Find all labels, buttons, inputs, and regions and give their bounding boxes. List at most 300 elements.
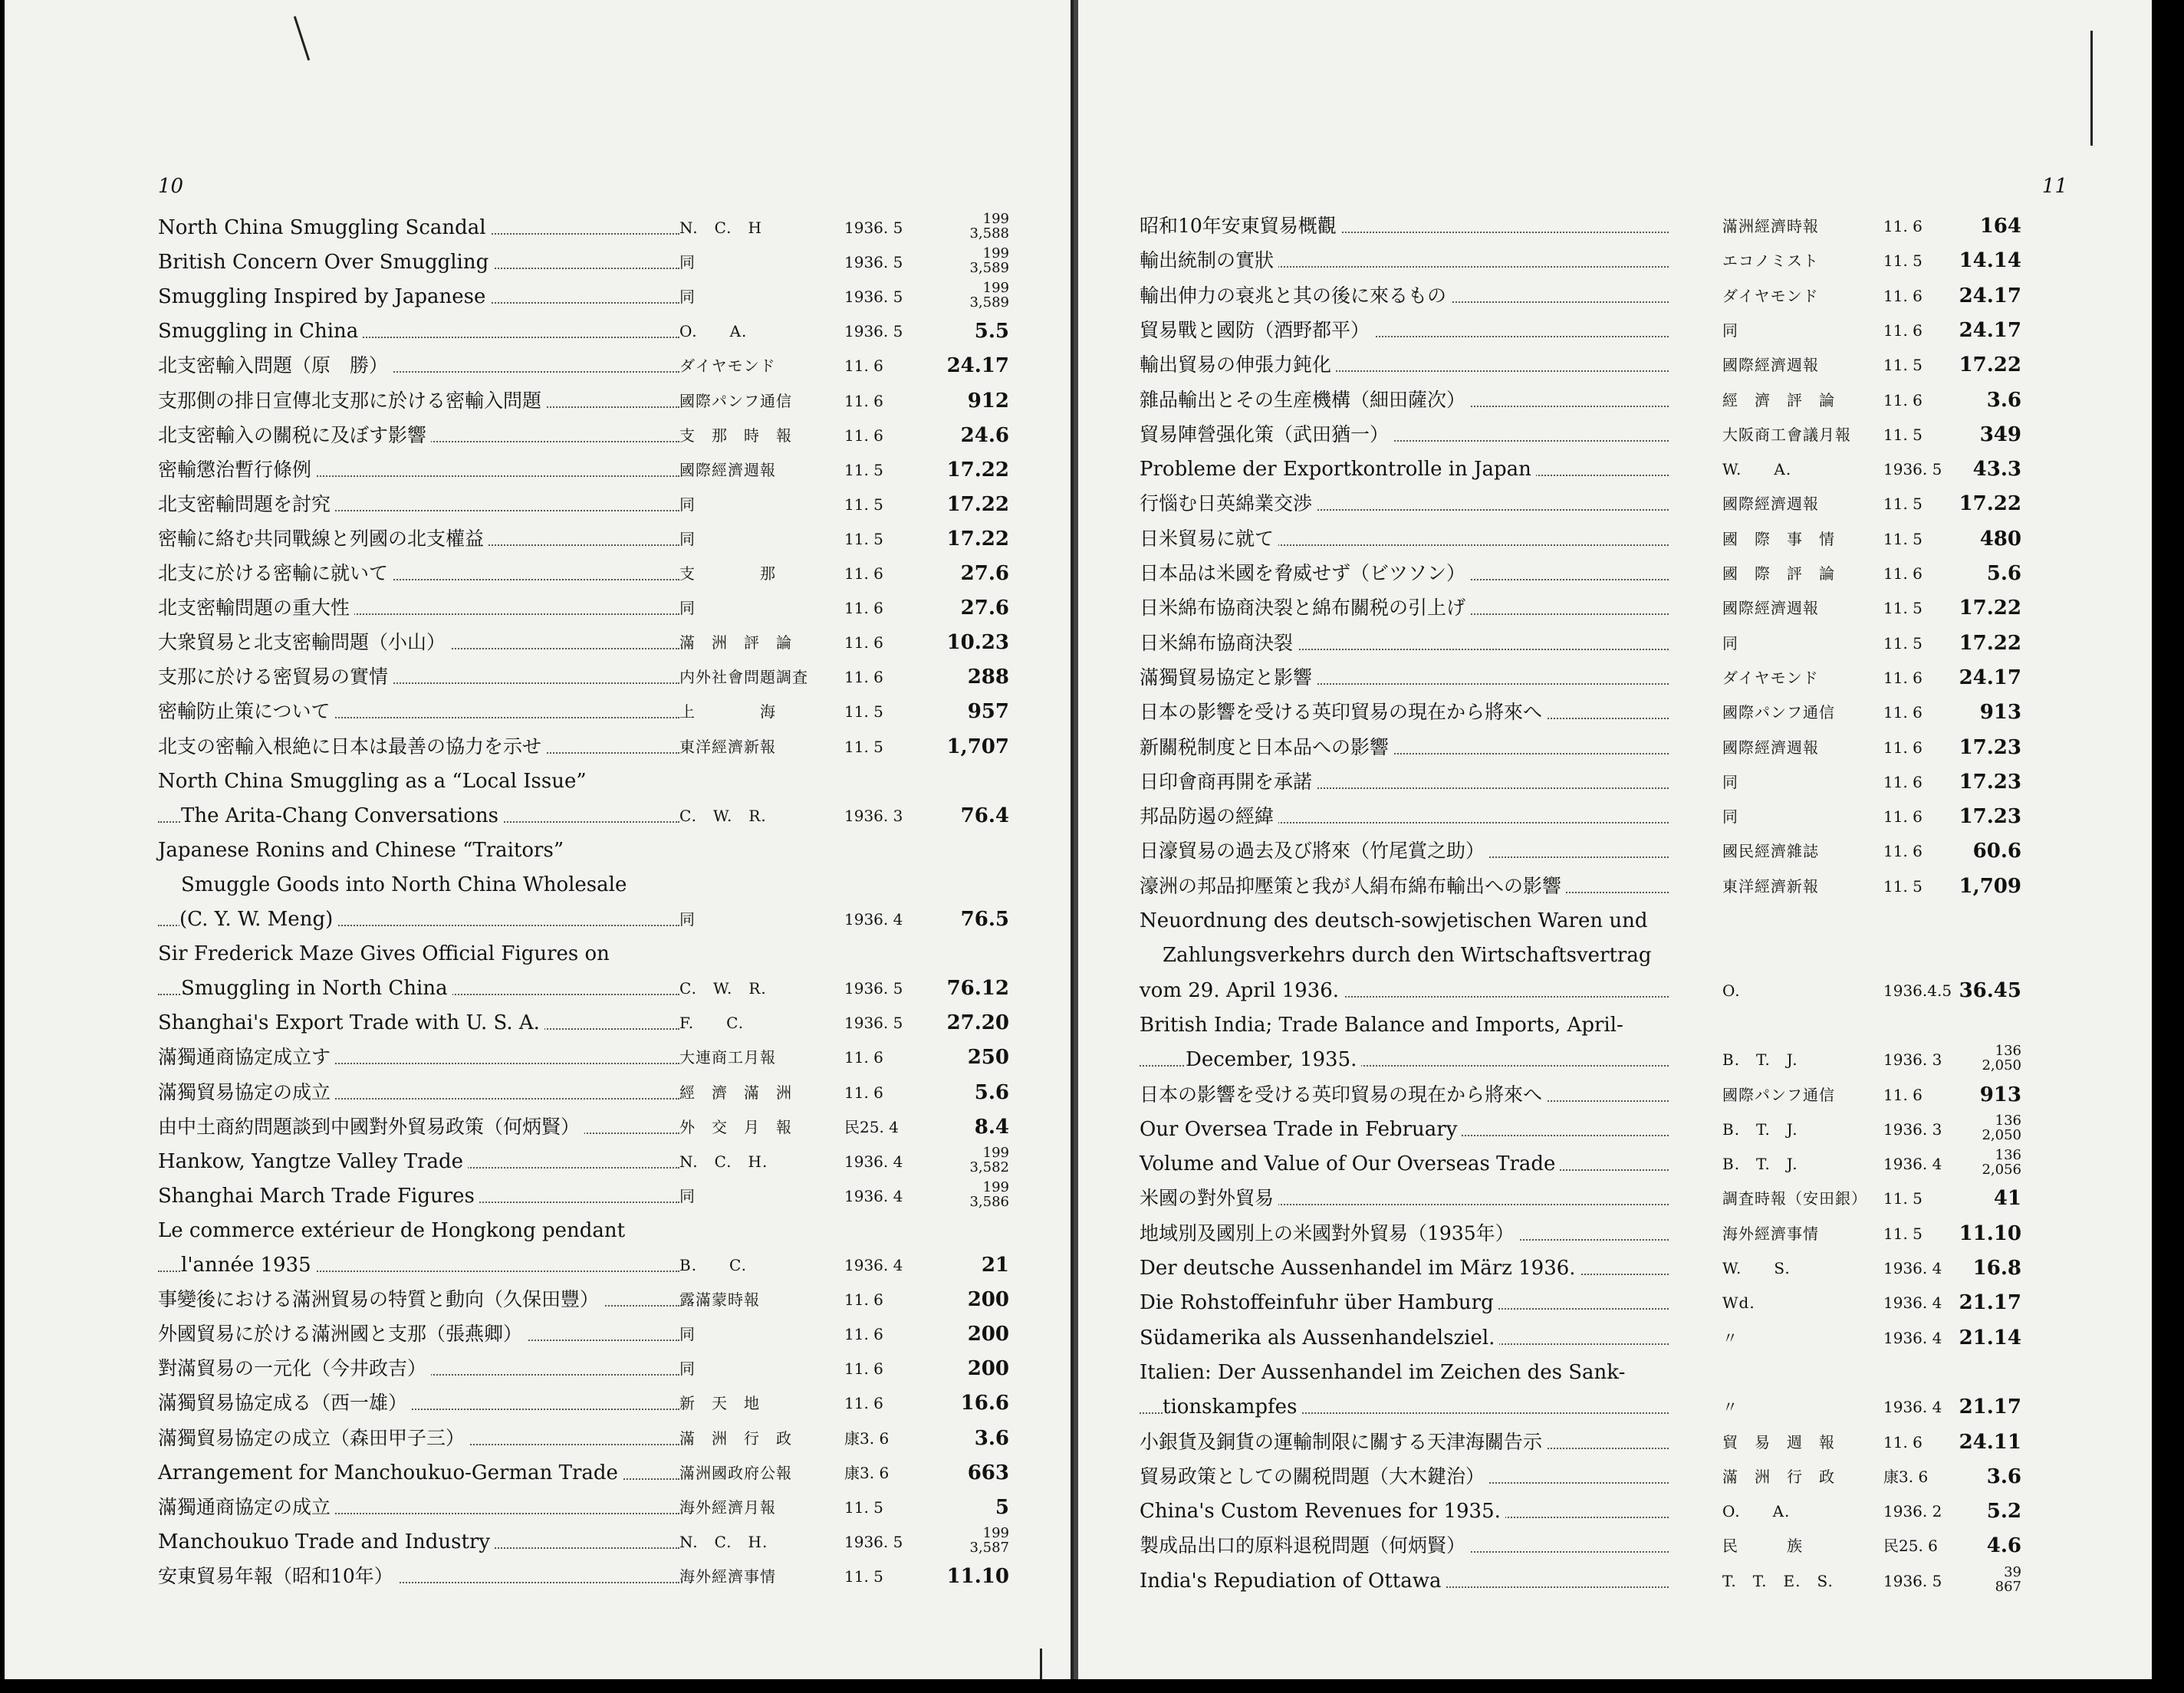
entry-title: 輸出統制の實狀 [1140,249,1278,272]
entry-source: 國際經濟週報 [1722,736,1868,759]
entry-title: Smuggling Inspired by Japanese [158,285,490,308]
entry-source: 内外社會問題調査 [679,666,879,689]
entry-source: N. C. H [679,216,879,239]
entry-page-line: 199 [982,1144,1009,1161]
entry-page: 200 [967,1288,1009,1312]
entry-row [1140,275,2021,309]
entry-date: 11. 6 [844,1394,883,1413]
entry-page-line: 2,050 [1982,1057,2021,1074]
entry-row [158,691,1009,725]
entry-page: 8.4 [974,1115,1009,1139]
entry-date: 1936. 4 [844,1152,903,1171]
entry-page: 17.22 [946,458,1009,482]
entry-source: 國際パンフ通信 [679,390,879,413]
entry-page: 164 [1979,215,2021,238]
entry-row [158,1279,1009,1313]
entry-page: 957 [967,700,1009,724]
entry-page-stack [917,1180,1009,1209]
entry-page: 5 [995,1495,1009,1519]
entry-source: 同 [679,285,879,308]
entry-date: 1936. 5 [1883,1571,1942,1590]
entry-source: 國際パンフ通信 [1722,701,1868,724]
entry-page-stack [1922,1044,2021,1073]
entry-date: 11. 5 [844,460,883,479]
entry-page: 17.22 [1959,492,2021,516]
entry-page: 11.10 [946,1564,1009,1588]
entry-row [1140,1525,2021,1559]
entry-row [1140,657,2021,691]
entry-row [1140,1282,2021,1316]
entry-title: Hankow, Yangtze Valley Trade [158,1150,468,1173]
entry-date: 11. 5 [844,495,883,514]
entry-page: 16.6 [960,1392,1009,1415]
entry-row [158,484,1009,518]
entry-source: 新 天 地 [679,1392,879,1415]
entry-source: 東洋經濟新報 [1722,875,1868,898]
entry-date: 11. 5 [1883,599,1923,618]
entry-page-line: 39 [2004,1563,2021,1580]
entry-title: The Arita-Chang Conversations [181,804,503,827]
entry-row [158,345,1009,379]
entry-page: 27.6 [960,597,1009,620]
entry-page: 27.6 [960,562,1009,585]
entry-source: 滿 洲 評 論 [679,631,879,654]
entry-date: 11. 6 [844,564,883,583]
entry-row [158,1141,1009,1175]
entry-row [1140,1560,2021,1594]
entry-source: 經 濟 滿 洲 [679,1081,879,1104]
entry-page: 17.22 [1959,631,2021,655]
entry-title: 日米綿布協商決裂 [1140,632,1298,655]
entry-source: 同 [679,528,879,551]
entry-title: Die Rohstoffeinfuhr über Hamburg [1140,1291,1498,1314]
entry-title: North China Smuggling Scandal [158,216,491,239]
entry-page: 21 [981,1254,1009,1277]
entry-title: 密輸に絡む共同戰線と列國の北支權益 [158,528,488,551]
entry-page: 913 [1979,701,2021,725]
entry-date: 11. 6 [844,1290,883,1310]
entry-date: 11. 6 [1883,217,1923,235]
entry-date: 1936. 3 [1883,1119,1942,1139]
entry-date: 1936. 4 [1883,1398,1942,1417]
entry-page-line: 199 [982,245,1009,262]
entry-title: 滿獨貿易協定と影響 [1140,666,1317,689]
entry-source: C. W. R. [679,804,879,827]
entry-row [158,1002,1009,1036]
entry-source: T. T. E. S. [1722,1570,1868,1593]
entry-date: 11. 5 [1883,1189,1923,1208]
entry-row [158,1382,1009,1416]
entry-page: 349 [1979,422,2021,446]
entry-page: 76.5 [960,908,1009,931]
entry-row [158,1348,1009,1382]
entry-date: 民25. 6 [1883,1537,1938,1556]
entry-row [1140,935,2021,968]
entry-page-line: 136 [1995,1147,2021,1164]
entry-page-line: 3,582 [969,1159,1009,1175]
entry-title: 製成品出口的原料退税問題（何炳賢） [1140,1534,1470,1557]
entry-page: 17.22 [1959,597,2021,620]
entry-row [158,1072,1009,1106]
entry-title: Italien: Der Aussenhandel im Zeichen des Sank- [1140,1361,1630,1384]
entry-date: 11. 6 [1883,772,1923,791]
entry-source: 同 [679,597,879,620]
entry-source: 海外經濟事情 [679,1565,879,1588]
entry-title: 北支の密輸入根絶に日本は最善の協力を示せ [158,735,546,758]
entry-source: 國民經濟雜誌 [1722,840,1868,863]
entry-title: 對滿貿易の一元化（今井政吉） [158,1357,431,1380]
entry-date: 1936. 3 [1883,1050,1942,1070]
entry-date: 11. 6 [844,668,883,687]
entry-date: 11. 6 [844,1048,883,1067]
entry-row [158,415,1009,449]
entry-page: 21.17 [1959,1395,2021,1419]
entry-row [1140,900,2021,934]
entry-title: (C. Y. W. Meng) [179,908,337,931]
entry-date: 1936. 4 [1883,1259,1942,1277]
entry-source: O. [1722,979,1868,1002]
entry-row [1140,240,2021,274]
entry-source: 〃 [1722,1395,1868,1419]
entry-title: 事變後における滿洲貿易の特質と動向（久保田豐） [158,1288,604,1311]
entry-date: 民25. 4 [844,1117,899,1136]
entry-title: 輸出貿易の伸張力鈍化 [1140,353,1336,376]
entry-source: B. C. [679,1254,879,1277]
entry-title: India's Repudiation of Ottawa [1140,1570,1446,1593]
entry-page-stack [1922,1113,2021,1142]
entry-title: 支那側の排日宣傳北支那に於ける密輸入問題 [158,390,546,413]
entry-date: 1936. 5 [844,322,903,341]
entry-date: 11. 6 [844,599,883,618]
entry-date: 康3. 6 [844,1463,890,1482]
entry-title: 日米綿布協商決裂と綿布關税の引上げ [1140,597,1470,620]
entry-title: 北支密輸問題を討究 [158,493,335,516]
entry-row [158,553,1009,587]
entry-source: 同 [1722,319,1868,342]
entry-source: 滿 洲 行 政 [1722,1465,1868,1488]
entry-page-stack [1922,1148,2021,1177]
entry-date: 1936. 5 [844,979,903,998]
entry-source: 同 [679,1323,879,1346]
entry-page: 913 [1979,1083,2021,1106]
entry-page-line: 2,056 [1982,1162,2021,1179]
entry-page: 60.6 [1972,840,2021,863]
entry-date: 11. 6 [1883,703,1923,722]
entry-date: 1936.4.5 [1883,981,1952,1000]
entry-row [1140,1074,2021,1108]
entry-page-line: 3,589 [969,260,1009,277]
entry-title: British India; Trade Balance and Imports, April- [1140,1014,1628,1037]
entry-date: 11. 5 [844,1497,883,1517]
entry-date: 1936. 5 [1883,460,1942,479]
entry-title: 滿獨貿易協定成る（西一雄） [158,1392,412,1415]
entry-title: 日本の影響を受ける英印貿易の現在から將來へ [1140,1083,1547,1106]
entry-source: ダイヤモンド [1722,666,1868,689]
scan-mark [1040,1649,1042,1679]
entry-page: 24.11 [1959,1430,2021,1454]
entry-source: ダイヤモンド [679,354,879,377]
entry-page: 17.22 [946,492,1009,516]
entry-page-line: 199 [982,211,1009,227]
entry-row [158,795,1009,829]
entry-date: 11. 5 [1883,425,1923,444]
entry-page: 11.10 [1959,1221,2021,1245]
entry-date: 11. 6 [1883,321,1923,340]
entry-title: tionskampfes [1163,1395,1301,1419]
entry-title: Shanghai's Export Trade with U. S. A. [158,1011,544,1034]
entry-row [1140,727,2021,761]
entry-date: 11. 6 [1883,390,1923,409]
entry-source: 國 際 事 情 [1722,528,1868,551]
entry-title: Zahlungsverkehrs durch den Wirtschaftsvertrag [1163,944,1656,967]
entry-title: 北支に於ける密輸に就いて [158,562,393,585]
entry-row [1140,1248,2021,1281]
entry-page: 17.23 [1959,805,2021,829]
entry-title: 日濠貿易の過去及び將來（竹尾賞之助） [1140,840,1489,863]
entry-row [1140,414,2021,448]
entry-row [158,1037,1009,1070]
entry-row [158,899,1009,932]
entry-page-stack [917,212,1009,241]
entry-title: 日本品は米國を脅威せず（ビツソン） [1140,562,1470,585]
entry-title: Smuggle Goods into North China Wholesale [181,873,631,896]
entry-title: Smuggling in China [158,320,363,343]
entry-source: 同 [1722,805,1868,828]
entry-page: 288 [967,666,1009,689]
entry-row [1140,1456,2021,1490]
entry-title: Shanghai March Trade Figures [158,1185,479,1208]
entry-title: China's Custom Revenues for 1935. [1140,1500,1505,1523]
entry-row [158,1521,1009,1555]
entry-row [1140,553,2021,587]
entry-page: 24.17 [1959,666,2021,689]
entry-title: 支那に於ける密貿易の實情 [158,666,393,689]
entry-row [158,311,1009,344]
entry-date: 1936. 5 [844,219,903,237]
entry-page-stack [917,1146,1009,1175]
entry-source: 大阪商工會議月報 [1722,423,1868,446]
entry-title: 貿易政策としての關税問題（大木鍵治） [1140,1465,1489,1488]
entry-row [158,1418,1009,1451]
entry-title: 米國の對外貿易 [1140,1187,1278,1210]
entry-row [1140,796,2021,830]
entry-title: 滿獨通商協定の成立 [158,1496,335,1519]
entry-page: 17.22 [946,527,1009,551]
entry-page: 24.17 [946,354,1009,378]
entry-title: North China Smuggling as a “Local Issue” [158,770,591,793]
entry-page-line: 3,588 [969,225,1009,242]
entry-page-line: 199 [982,1524,1009,1541]
entry-date: 1936. 3 [844,806,903,825]
entry-row [1140,1039,2021,1073]
entry-page: 43.3 [1972,458,2021,482]
entry-row [1140,1491,2021,1524]
entry-date: 11. 6 [1883,738,1923,757]
entry-row [158,830,1009,863]
entry-title: 大衆貿易と北支密輸問題（小山） [158,631,450,654]
entry-date: 11. 6 [1883,564,1923,583]
entry-row [1140,830,2021,864]
entry-page: 36.45 [1959,978,2021,1002]
entry-source: 同 [679,251,879,274]
entry-title: 滿獨通商協定成立す [158,1046,335,1069]
entry-page-line: 3,586 [969,1193,1009,1210]
entry-date: 11. 6 [844,1083,883,1102]
entry-row [1140,623,2021,656]
entry-title: 密輸懲治暫行條例 [158,459,316,482]
entry-page: 1,709 [1959,874,2021,898]
entry-date: 1936. 5 [844,288,903,307]
entry-source: 外 交 月 報 [679,1116,879,1139]
entry-title: Sir Frederick Maze Gives Official Figures on [158,942,614,965]
entry-date: 11. 5 [844,1566,883,1586]
entry-date: 11. 6 [844,633,883,653]
entry-row [1140,1213,2021,1247]
entry-title: Südamerika als Aussenhandelsziel. [1140,1326,1499,1349]
entry-title: December, 1935. [1186,1048,1361,1071]
entry-source: F. C. [679,1011,879,1034]
entry-source: 滿 洲 行 政 [679,1427,879,1450]
entry-source: 國際經濟週報 [1722,492,1868,515]
entry-page-line: 867 [1995,1578,2021,1595]
entry-title: 地域別及國別上の米國對外貿易（1935年） [1140,1222,1519,1245]
entry-title: 滿獨貿易協定の成立 [158,1081,335,1104]
entry-source: 海外經濟月報 [679,1496,879,1519]
entry-row [158,449,1009,483]
entry-row [1140,1386,2021,1420]
entry-title: 日米貿易に就て [1140,528,1278,551]
entry-page: 912 [967,389,1009,413]
entry-source: B. T. J. [1722,1118,1868,1141]
entry-title: 日印會商再開を承諾 [1140,771,1317,794]
page-number: 11 [2041,175,2067,198]
entry-date: 11. 5 [1883,251,1923,271]
page-number: 10 [158,175,184,198]
entry-row [158,1106,1009,1140]
entry-row [1140,866,2021,899]
entry-date: 11. 5 [1883,876,1923,896]
entry-source: 民 族 [1722,1534,1868,1557]
entry-title: 輸出伸力の衰兆と其の後に來るもの [1140,284,1451,307]
entry-page-line: 3,589 [969,294,1009,311]
entry-date: 11. 6 [1883,1085,1923,1104]
entry-title: 邦品防遏の經緯 [1140,805,1278,828]
entry-date: 11. 5 [1883,633,1923,653]
entry-row [158,242,1009,275]
entry-page: 250 [967,1046,1009,1070]
entry-page-stack [1922,1565,2021,1594]
entry-page-stack [917,281,1009,310]
entry-date: 康3. 6 [1883,1467,1929,1486]
entry-date: 11. 6 [1883,842,1923,861]
entry-date: 11. 6 [844,391,883,410]
entry-row [1140,1317,2021,1351]
entry-source: 國際經濟週報 [1722,353,1868,376]
entry-row [1140,1143,2021,1177]
entry-row [1140,1352,2021,1386]
entry-title: Neuordnung des deutsch-sowjetischen Waren und [1140,909,1652,932]
entry-title: 安東貿易年報（昭和10年） [158,1565,398,1588]
entry-page-line: 136 [1995,1112,2021,1129]
left-page [5,0,1071,1679]
entry-page: 76.4 [960,804,1009,827]
entry-page: 76.12 [946,977,1009,1001]
entry-page-stack [917,246,1009,275]
entry-row [158,1313,1009,1347]
entry-row [1140,1178,2021,1211]
entry-page: 21.14 [1959,1326,2021,1349]
entry-source: B. T. J. [1722,1048,1868,1071]
entry-title: Probleme der Exportkontrolle in Japan [1140,458,1536,481]
entry-page: 27.20 [946,1011,1009,1035]
entry-source: 東洋經濟新報 [679,735,879,758]
entry-source: 同 [1722,771,1868,794]
entry-row [158,1175,1009,1209]
entry-source: 滿洲國政府公報 [679,1461,879,1484]
entry-title: 新關税制度と日本品への影響 [1140,736,1393,759]
entry-row [158,656,1009,690]
entry-row [158,276,1009,310]
entry-title: 小銀貨及銅貨の運輸制限に關する天津海關告示 [1140,1431,1547,1454]
entry-date: 1936. 4 [844,910,903,929]
entry-source: エコノミスト [1722,249,1868,272]
entry-source: 滿洲經濟時報 [1722,215,1868,238]
entry-source: N. C. H. [679,1530,879,1553]
entry-page: 17.23 [1959,735,2021,759]
entry-source: 同 [679,1185,879,1208]
entry-row [158,968,1009,1001]
entry-page: 41 [1993,1187,2021,1211]
entry-source: 經 濟 評 論 [1722,389,1868,412]
entry-date: 11. 6 [844,357,883,376]
entry-title: Smuggling in North China [181,977,452,1000]
entry-date: 11. 5 [1883,1224,1923,1243]
entry-date: 11. 6 [844,426,883,445]
entry-title: 濠洲の邦品抑壓策と我が人絹布綿布輸出への影響 [1140,875,1566,898]
entry-date: 1936. 5 [844,253,903,272]
entry-source: 同 [679,908,879,931]
entry-source: 同 [1722,632,1868,655]
entry-page: 24.17 [1959,318,2021,342]
entry-title: 北支密輸入の關税に及ぼす影響 [158,424,431,447]
entry-row [158,761,1009,794]
entry-title: 北支密輸問題の重大性 [158,597,354,620]
entry-source: 貿 易 週 報 [1722,1431,1868,1454]
entry-source: 同 [679,1357,879,1380]
entry-page: 3.6 [974,1426,1009,1450]
entry-source: 國際經濟週報 [1722,597,1868,620]
entry-page: 17.23 [1959,770,2021,794]
entry-page: 14.14 [1959,249,2021,273]
entry-date: 1936. 4 [1883,1155,1942,1174]
entry-title: 密輸防止策について [158,700,335,723]
entry-page: 3.6 [1986,1465,2021,1488]
entry-page-line: 136 [1995,1043,2021,1060]
entry-page: 1,707 [946,735,1009,758]
entry-date: 11. 5 [1883,356,1923,375]
scan-mark [2090,31,2093,146]
entry-row [1140,380,2021,413]
entry-source: 上 海 [679,700,879,723]
entry-title: Our Oversea Trade in February [1140,1118,1462,1141]
entry-source: 國際パンフ通信 [1722,1083,1868,1106]
entry-date: 1936. 5 [844,1014,903,1033]
entry-row [1140,1422,2021,1455]
entry-page: 17.22 [1959,353,2021,377]
entry-title: 滿獨貿易協定の成立（森田甲子三） [158,1427,469,1450]
entry-title: British Concern Over Smuggling [158,251,493,274]
entry-title: 由中土商約問題談到中國對外貿易政策（何炳賢） [158,1116,584,1139]
